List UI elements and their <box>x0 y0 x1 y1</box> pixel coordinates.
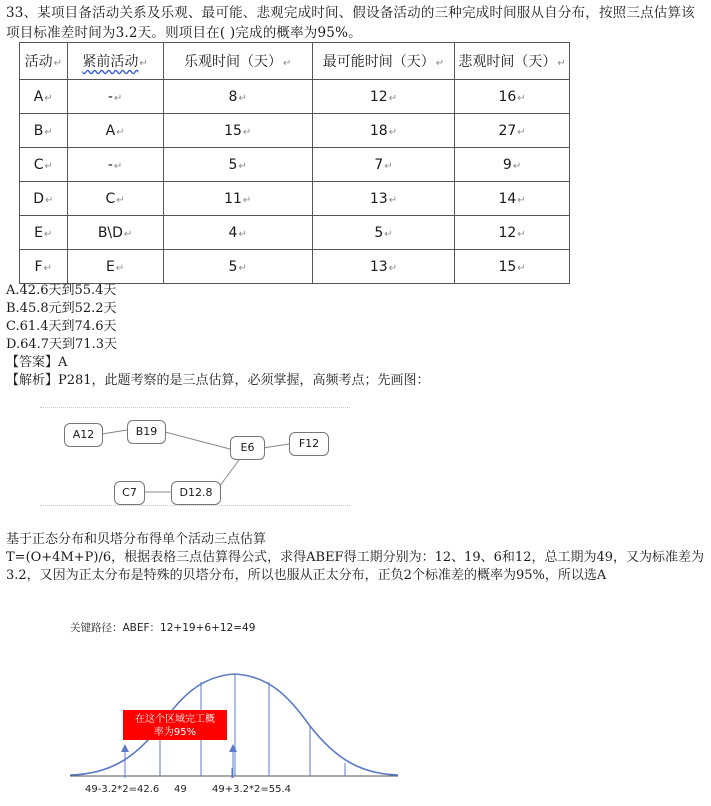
activity-table <box>19 42 570 284</box>
bell-curve <box>70 674 398 775</box>
question-text: 33、某项目备活动关系及乐观、最可能、悲观完成时间、假设备活动的三种完成时间服从自分布，按照三点估算该项目标准差时间为3.2天。则项目在( )完成的概率为95%。 <box>6 5 695 41</box>
analysis-line: 【解析】P281，此题考察的是三点估算，必须掌握，高频考点；先画图： <box>6 373 430 388</box>
basis-formula: T=(O+4M+P)/6，根据表格三点估算得公式，求得ABEF得工期分别为：12、19、6和12，总工期为49，又为标准差为3.2，又因为正太分布是特殊的贝塔分布，所以也服从正太分布，正负2个标准差的概率为95%，所以选A <box>6 550 705 583</box>
cell-most-likely: 7↵ <box>312 148 454 182</box>
cell-most-likely: 13↵ <box>312 182 454 216</box>
cell-pessimistic: 27↵ <box>455 114 570 148</box>
left-arrow-head <box>121 744 129 752</box>
critical-path-label: 关键路径：ABEF：12+19+6+12=49 <box>70 622 256 634</box>
option-d: D.64.7天到71.3天 <box>6 337 117 352</box>
mean-label: 49 <box>174 784 187 795</box>
node-d12-8: D12.8 <box>171 481 221 505</box>
option-c: C.61.4天到74.6天 <box>6 319 117 334</box>
cell-activity: C↵ <box>20 148 68 182</box>
cell-predecessor: B\D↵ <box>67 216 163 250</box>
node-f12: F12 <box>289 432 329 456</box>
bell-curve-graphic <box>70 618 400 798</box>
header-most-likely: 最可能时间（天）↵ <box>312 43 454 80</box>
answer-options <box>6 282 117 354</box>
cell-pessimistic: 14↵ <box>455 182 570 216</box>
table-row <box>20 80 570 114</box>
cell-activity: E↵ <box>20 216 68 250</box>
edge-d-e <box>219 460 239 487</box>
header-predecessor: 紧前活动↵ <box>67 43 163 80</box>
option-a: A.42.6天到55.4天 <box>6 283 117 298</box>
node-a12: A12 <box>64 423 103 447</box>
table-row <box>20 148 570 182</box>
cell-activity: F↵ <box>20 250 68 284</box>
probability-box-line2: 率为95% <box>153 727 197 738</box>
cell-most-likely: 18↵ <box>312 114 454 148</box>
probability-box-line1: 在这个区域完工概 <box>135 714 215 725</box>
basis-explanation <box>6 531 706 585</box>
edge-b-e <box>165 432 230 449</box>
cell-most-likely: 5↵ <box>312 216 454 250</box>
table-row <box>20 182 570 216</box>
cell-activity: A↵ <box>20 80 68 114</box>
cell-pessimistic: 16↵ <box>455 80 570 114</box>
cell-most-likely: 13↵ <box>312 250 454 284</box>
cell-activity: D↵ <box>20 182 68 216</box>
cell-predecessor: A↵ <box>67 114 163 148</box>
network-diagram <box>40 407 350 507</box>
header-optimistic: 乐观时间（天）↵ <box>163 43 312 80</box>
cell-predecessor: -↵ <box>67 80 163 114</box>
node-c7: C7 <box>114 481 145 505</box>
upper-bound-label: 49+3.2*2=55.4 <box>212 784 292 795</box>
cell-pessimistic: 9↵ <box>455 148 570 182</box>
edge-e-f <box>263 444 289 448</box>
cell-pessimistic: 12↵ <box>455 216 570 250</box>
node-e6: E6 <box>230 436 265 460</box>
cell-optimistic: 11↵ <box>163 182 312 216</box>
normal-distribution-figure <box>70 618 400 798</box>
edge-a-b <box>102 430 127 434</box>
cell-optimistic: 4↵ <box>163 216 312 250</box>
cell-activity: B↵ <box>20 114 68 148</box>
cell-predecessor: -↵ <box>67 148 163 182</box>
answer-line: 【答案】A <box>6 355 68 370</box>
header-activity: 活动↵ <box>20 43 68 80</box>
option-b: B.45.8元到52.2天 <box>6 301 117 316</box>
table-row <box>20 114 570 148</box>
table-header-row <box>20 43 570 80</box>
cell-optimistic: 5↵ <box>163 250 312 284</box>
cell-pessimistic: 15↵ <box>455 250 570 284</box>
cell-predecessor: C↵ <box>67 182 163 216</box>
cell-optimistic: 8↵ <box>163 80 312 114</box>
cell-optimistic: 5↵ <box>163 148 312 182</box>
cell-predecessor: E↵ <box>67 250 163 284</box>
cell-optimistic: 15↵ <box>163 114 312 148</box>
table-row <box>20 216 570 250</box>
lower-bound-label: 49-3.2*2=42.6 <box>85 784 160 795</box>
header-pessimistic: 悲观时间（天）↵ <box>455 43 570 80</box>
basis-title: 基于正态分布和贝塔分布得单个活动三点估算 <box>6 532 267 547</box>
node-b19: B19 <box>127 420 166 444</box>
cell-most-likely: 12↵ <box>312 80 454 114</box>
right-arrow-head <box>229 744 237 752</box>
table-row <box>20 250 570 284</box>
